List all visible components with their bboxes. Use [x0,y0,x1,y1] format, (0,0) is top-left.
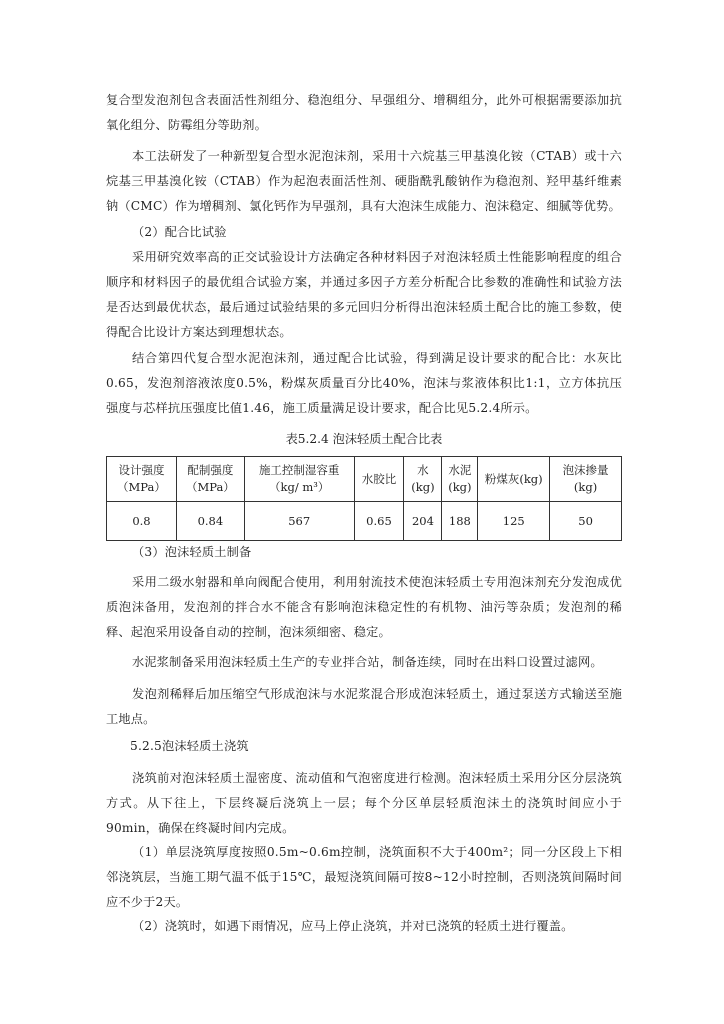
table-header-row [107,457,622,502]
paragraph-cement-slurry: 水泥浆制备采用泡沫轻质土生产的专业拌合站，制备连续，同时在出料口设置过滤网。 [132,655,603,669]
header-water: 水(kg) [404,457,442,502]
paragraph-new-foaming-agent: 本工法研发了一种新型复合型水泥泡沫剂，采用十六烷基三甲基溴化铵（CTAB）或十六烷基三甲基溴化铵（CTAB）作为起泡表面活性剂、硬脂酰乳酸钠作为稳泡剂、羟甲基纤维素钠（CMC）作为增稠剂、氯化钙作为早强剂，具有大泡沫生成能力、泡沫稳定、细腻等优势。 [106,149,622,213]
paragraph-pouring-thickness: （1）单层浇筑厚度按照0.5m~0.6m控制，浇筑面积不大于400m²；同一分区段上下相邻浇筑层，当施工期气温不低于15℃，最短浇筑间隔可按8~12小时控制，否则浇筑间隔时间应不少于2天。 [106,845,622,909]
value-design-strength: 0.8 [107,502,177,541]
header-cement: 水泥 (kg) [442,457,478,502]
paragraph-pouring-inspection: 浇筑前对泡沫轻质土湿密度、流动值和气泡密度进行检测。泡沫轻质土采用分区分层浇筑方式。从下往上，下层终凝后浇筑上一层；每个分区单层轻质泡沫土的浇筑时间应小于90min，确保在终凝时间内完成。 [106,771,622,835]
paragraph-mix-ratio-result: 结合第四代复合型水泥泡沫剂，通过配合比试验，得到满足设计要求的配合比：水灰比0.65，发泡剂溶液浓度0.5%，粉煤灰质量百分比40%，泡沫与浆液体积比1:1，立方体抗压强度与芯样抗压强度比值1.46，施工质量满足设计要求，配合比见5.2.4所示。 [106,351,622,415]
header-wet-density: 施工控制湿容重 （kg/ m³） [244,457,354,502]
header-water-binder-ratio: 水胶比 [354,457,404,502]
section-heading-pouring: 5.2.5泡沫轻质土浇筑 [130,739,249,753]
table-caption: 表5.2.4 泡沫轻质土配合比表 [285,432,443,446]
header-fly-ash: 粉煤灰(kg) [478,457,550,502]
paragraph-rain-stop: （2）浇筑时，如遇下雨情况，应马上停止浇筑，并对已浇筑的轻质土进行覆盖。 [132,919,574,933]
header-design-strength: 设计强度 （MPa） [107,457,177,502]
paragraph-foaming-agent-composition: 复合型发泡剂包含表面活性剂组分、稳泡组分、早强组分、增稠组分，此外可根据需要添加抗氧化组分、防霉组分等助剂。 [106,93,622,132]
header-foam-dosage: 泡沫掺量 (kg) [550,457,622,502]
paragraph-jet-technology: 采用二级水射器和单向阀配合使用，利用射流技术使泡沫轻质土专用泡沫剂充分发泡成优质泡沫备用，发泡剂的拌合水不能含有影响泡沫稳定性的有机物、油污等杂质；发泡剂的稀释、起泡采用设备自动的控制，泡沫须细密、稳定。 [106,575,622,639]
value-cement: 188 [442,502,478,541]
value-water-binder-ratio: 0.65 [354,502,404,541]
heading-foam-soil-preparation: （3）泡沫轻质土制备 [132,545,252,559]
mix-ratio-table [106,456,622,541]
value-foam-dosage: 50 [550,502,622,541]
value-wet-density: 567 [244,502,354,541]
heading-mix-ratio-test: （2）配合比试验 [132,225,227,239]
table-row [107,502,622,541]
value-prepared-strength: 0.84 [176,502,244,541]
header-prepared-strength: 配制强度 （MPa） [176,457,244,502]
paragraph-orthogonal-test: 采用研究效率高的正交试验设计方法确定各种材料因子对泡沫轻质土性能影响程度的组合顺序和材料因子的最优组合试验方案，并通过多因子方差分析配合比参数的准确性和试验方法是否达到最优状态，最后通过试验结果的多元回归分析得出泡沫轻质土配合比的施工参数，使得配合比设计方案达到理想状态。 [106,250,622,339]
paragraph-foam-mixing: 发泡剂稀释后加压缩空气形成泡沫与水泥浆混合形成泡沫轻质土，通过泵送方式输送至施工地点。 [106,687,622,726]
value-fly-ash: 125 [478,502,550,541]
value-water: 204 [404,502,442,541]
